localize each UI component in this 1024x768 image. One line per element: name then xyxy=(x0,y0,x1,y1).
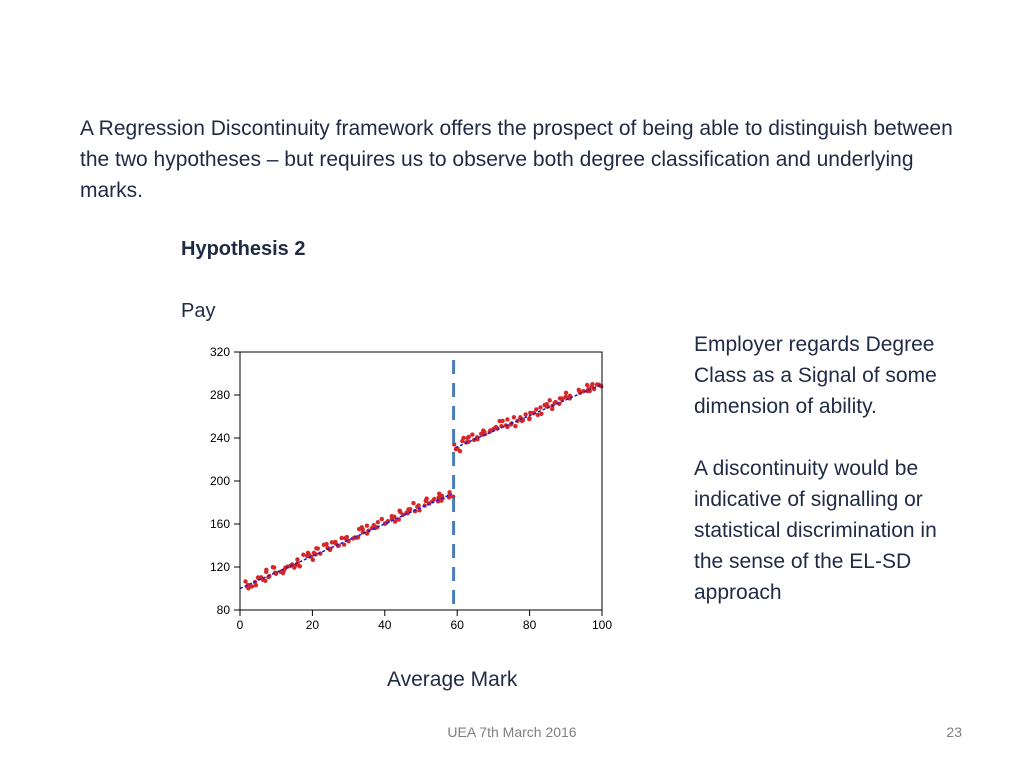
data-point xyxy=(577,388,581,392)
data-point xyxy=(365,523,369,527)
data-point xyxy=(250,584,254,588)
y-tick-label: 120 xyxy=(209,560,230,574)
data-point xyxy=(281,571,285,575)
x-axis-label: Average Mark xyxy=(387,668,518,691)
data-point xyxy=(564,391,568,395)
y-tick-label: 280 xyxy=(209,388,230,402)
data-point xyxy=(470,432,474,436)
plot-frame-rect xyxy=(240,352,602,610)
x-tick-label: 0 xyxy=(236,618,244,632)
data-point xyxy=(590,382,594,386)
data-point xyxy=(424,496,428,500)
data-point xyxy=(360,525,364,529)
data-point xyxy=(380,517,384,521)
y-tick-label: 200 xyxy=(209,474,230,488)
pay-vs-mark-chart xyxy=(190,340,630,640)
data-point xyxy=(264,570,268,574)
data-point xyxy=(295,557,299,561)
data-point xyxy=(461,436,465,440)
side-paragraph-discontinuity: A discontinuity would be indicative of signalling or statistical discrimination in the sense of the EL-SD approach xyxy=(694,457,937,604)
data-point xyxy=(523,412,527,416)
data-point xyxy=(330,540,334,544)
data-point xyxy=(505,417,509,421)
data-point xyxy=(301,553,305,557)
data-point xyxy=(314,546,318,550)
y-tick-label: 240 xyxy=(209,431,230,445)
fit-line-segment-1 xyxy=(240,494,452,589)
data-point xyxy=(500,419,504,423)
y-tick-label: 320 xyxy=(209,345,230,359)
x-tick-label: 100 xyxy=(591,618,613,632)
x-tick-label: 20 xyxy=(305,618,320,632)
data-point xyxy=(534,407,538,411)
footer-text: UEA 7th March 2016 xyxy=(447,724,577,740)
page-number: 23 xyxy=(946,724,962,740)
x-tick-label: 60 xyxy=(450,618,464,632)
data-point xyxy=(376,520,380,524)
side-paragraph-signal: Employer regards Degree Class as a Signal of some dimension of ability. xyxy=(694,333,937,418)
y-tick-label: 160 xyxy=(209,517,230,531)
side-text-block xyxy=(694,329,964,639)
fit-lines xyxy=(240,384,602,588)
data-point xyxy=(272,565,276,569)
y-tick-label: 80 xyxy=(216,603,230,617)
data-point xyxy=(411,501,415,505)
data-point xyxy=(539,412,543,416)
data-point xyxy=(243,579,247,583)
data-point xyxy=(512,415,516,419)
data-point xyxy=(467,435,471,439)
data-point xyxy=(538,405,542,409)
data-point xyxy=(527,417,531,421)
data-point xyxy=(408,507,412,511)
data-point xyxy=(298,564,302,568)
x-tick-label: 80 xyxy=(522,618,537,632)
x-tick-label: 40 xyxy=(378,618,392,632)
data-point xyxy=(437,492,441,496)
scatter-points xyxy=(243,382,603,591)
hypothesis-title: Hypothesis 2 xyxy=(181,238,306,260)
data-point xyxy=(322,543,326,547)
intro-paragraph: A Regression Discontinuity framework offers the prospect of being able to distinguish between the two hypotheses – but requires us to observe both degree classification and underlying marks. xyxy=(80,117,953,202)
axis-ticks xyxy=(210,345,612,632)
data-point xyxy=(513,424,517,428)
plot-frame xyxy=(240,352,602,610)
data-point xyxy=(548,398,552,402)
data-point xyxy=(560,396,564,400)
y-axis-label: Pay xyxy=(181,300,216,322)
data-point xyxy=(585,383,589,387)
